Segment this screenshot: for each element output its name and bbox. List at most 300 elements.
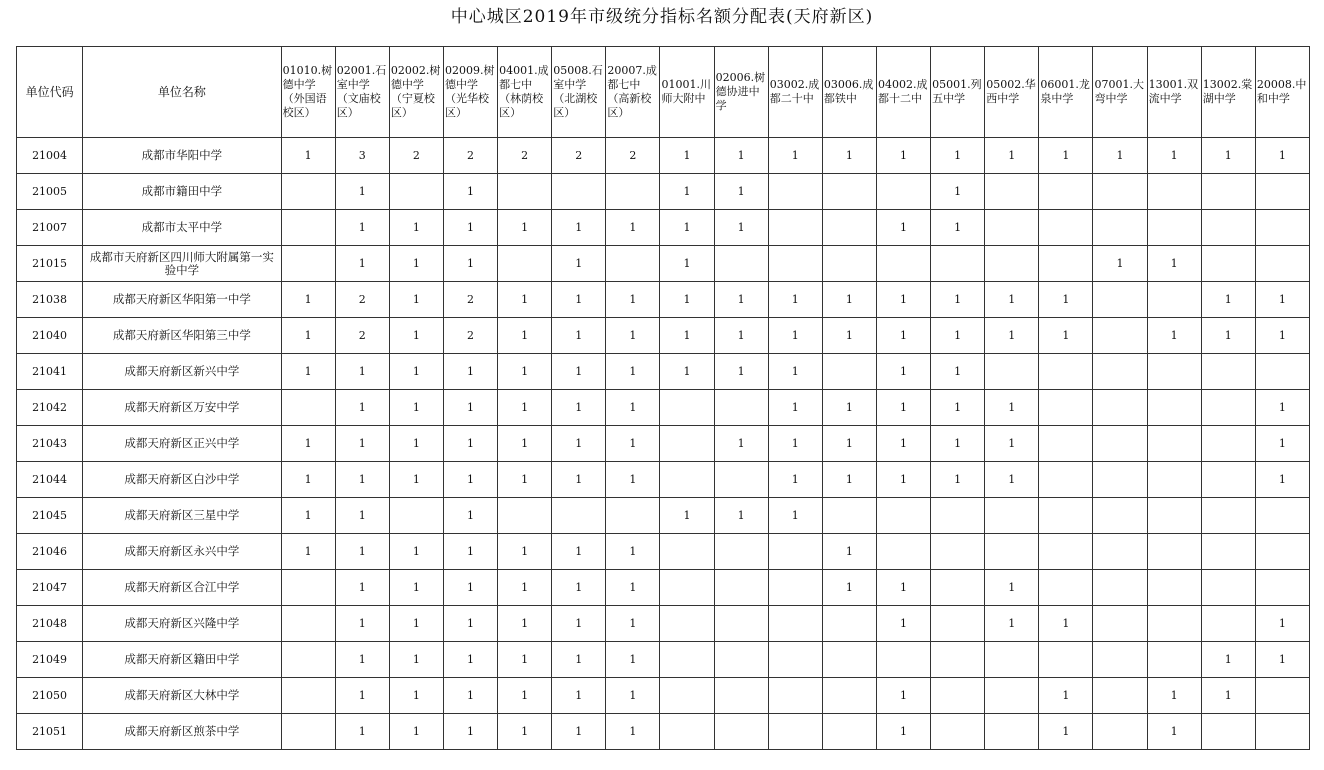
quota-cell xyxy=(985,534,1039,570)
unit-name-cell: 成都天府新区籍田中学 xyxy=(83,642,281,678)
allocation-table xyxy=(16,46,1310,750)
quota-cell: 1 xyxy=(443,210,497,246)
quota-cell: 1 xyxy=(768,390,822,426)
quota-cell: 1 xyxy=(389,390,443,426)
quota-cell xyxy=(985,354,1039,390)
quota-cell xyxy=(552,174,606,210)
unit-code-cell: 21051 xyxy=(17,714,83,750)
quota-cell: 3 xyxy=(335,138,389,174)
quota-cell: 1 xyxy=(1039,678,1093,714)
quota-cell xyxy=(1201,498,1255,534)
quota-cell: 1 xyxy=(335,462,389,498)
table-row xyxy=(17,390,1310,426)
quota-cell: 1 xyxy=(931,390,985,426)
quota-cell: 1 xyxy=(714,426,768,462)
quota-cell: 1 xyxy=(714,282,768,318)
quota-cell xyxy=(606,498,660,534)
quota-cell: 1 xyxy=(443,714,497,750)
quota-cell xyxy=(281,210,335,246)
quota-cell xyxy=(1201,354,1255,390)
quota-cell xyxy=(1093,210,1147,246)
quota-cell: 1 xyxy=(389,642,443,678)
quota-cell: 1 xyxy=(985,318,1039,354)
quota-cell: 1 xyxy=(660,246,714,282)
quota-cell: 1 xyxy=(985,426,1039,462)
quota-cell: 1 xyxy=(1201,318,1255,354)
quota-cell xyxy=(714,462,768,498)
quota-cell xyxy=(876,534,930,570)
table-row xyxy=(17,318,1310,354)
quota-cell xyxy=(1201,426,1255,462)
quota-cell: 1 xyxy=(714,210,768,246)
quota-cell: 1 xyxy=(1147,678,1201,714)
unit-code-cell: 21045 xyxy=(17,498,83,534)
quota-cell xyxy=(1201,246,1255,282)
unit-code-cell: 21047 xyxy=(17,570,83,606)
quota-cell xyxy=(1039,498,1093,534)
quota-cell xyxy=(768,246,822,282)
quota-cell: 1 xyxy=(606,678,660,714)
quota-cell: 1 xyxy=(335,174,389,210)
quota-cell: 1 xyxy=(281,498,335,534)
quota-cell: 1 xyxy=(498,570,552,606)
quota-cell xyxy=(1147,498,1201,534)
quota-cell xyxy=(714,390,768,426)
quota-cell: 1 xyxy=(335,426,389,462)
quota-cell xyxy=(1201,210,1255,246)
quota-cell xyxy=(1093,318,1147,354)
quota-cell xyxy=(931,642,985,678)
quota-cell xyxy=(714,534,768,570)
column-header-code: 单位代码 xyxy=(17,47,83,138)
quota-cell: 1 xyxy=(498,534,552,570)
column-header-school: 03002.成都二十中 xyxy=(768,47,822,138)
unit-code-cell: 21007 xyxy=(17,210,83,246)
quota-cell xyxy=(1093,534,1147,570)
quota-cell: 1 xyxy=(335,714,389,750)
quota-cell xyxy=(1093,570,1147,606)
quota-cell: 1 xyxy=(552,282,606,318)
quota-cell xyxy=(714,246,768,282)
quota-cell xyxy=(1039,462,1093,498)
quota-cell: 1 xyxy=(660,282,714,318)
quota-cell: 1 xyxy=(1255,282,1309,318)
quota-cell: 1 xyxy=(1255,426,1309,462)
quota-cell: 1 xyxy=(281,318,335,354)
quota-cell xyxy=(1255,246,1309,282)
quota-cell xyxy=(1093,606,1147,642)
quota-cell xyxy=(714,714,768,750)
quota-cell: 1 xyxy=(660,210,714,246)
quota-cell xyxy=(1147,390,1201,426)
quota-cell xyxy=(1201,570,1255,606)
quota-cell: 1 xyxy=(335,390,389,426)
table-row xyxy=(17,462,1310,498)
table-row xyxy=(17,354,1310,390)
quota-cell: 1 xyxy=(552,462,606,498)
unit-code-cell: 21044 xyxy=(17,462,83,498)
quota-cell: 1 xyxy=(498,714,552,750)
quota-cell: 1 xyxy=(389,714,443,750)
quota-cell: 1 xyxy=(768,462,822,498)
quota-cell: 1 xyxy=(1255,642,1309,678)
unit-name-cell: 成都天府新区三星中学 xyxy=(83,498,281,534)
unit-name-cell: 成都天府新区煎茶中学 xyxy=(83,714,281,750)
quota-cell: 1 xyxy=(552,534,606,570)
quota-cell: 1 xyxy=(443,390,497,426)
column-header-school: 20007.成都七中（高新校区） xyxy=(606,47,660,138)
column-header-school: 04001.成都七中（林荫校区） xyxy=(498,47,552,138)
quota-cell: 2 xyxy=(335,282,389,318)
quota-cell: 1 xyxy=(1201,138,1255,174)
quota-cell: 1 xyxy=(606,714,660,750)
quota-cell xyxy=(822,678,876,714)
quota-cell xyxy=(931,678,985,714)
quota-cell: 1 xyxy=(335,534,389,570)
quota-cell: 1 xyxy=(876,210,930,246)
quota-cell xyxy=(660,462,714,498)
quota-cell: 1 xyxy=(606,390,660,426)
column-header-school: 04002.成都十二中 xyxy=(876,47,930,138)
quota-cell: 1 xyxy=(876,318,930,354)
unit-name-cell: 成都天府新区合江中学 xyxy=(83,570,281,606)
quota-cell: 1 xyxy=(985,282,1039,318)
quota-cell: 1 xyxy=(931,462,985,498)
quota-cell: 1 xyxy=(281,462,335,498)
quota-cell xyxy=(714,678,768,714)
quota-cell: 1 xyxy=(335,498,389,534)
quota-cell: 1 xyxy=(389,606,443,642)
quota-cell xyxy=(1039,174,1093,210)
quota-cell: 1 xyxy=(335,246,389,282)
quota-cell: 1 xyxy=(498,642,552,678)
quota-cell: 2 xyxy=(498,138,552,174)
quota-cell xyxy=(876,174,930,210)
quota-cell xyxy=(1039,354,1093,390)
unit-name-cell: 成都天府新区大林中学 xyxy=(83,678,281,714)
unit-name-cell: 成都市太平中学 xyxy=(83,210,281,246)
quota-cell xyxy=(876,642,930,678)
quota-cell xyxy=(768,210,822,246)
quota-cell xyxy=(1201,534,1255,570)
quota-cell xyxy=(1039,210,1093,246)
quota-cell: 1 xyxy=(281,282,335,318)
quota-cell: 1 xyxy=(660,138,714,174)
quota-cell: 2 xyxy=(443,282,497,318)
quota-cell: 1 xyxy=(1201,678,1255,714)
quota-cell xyxy=(1201,714,1255,750)
quota-cell xyxy=(1255,210,1309,246)
quota-cell: 1 xyxy=(552,678,606,714)
column-header-school: 03006.成都铁中 xyxy=(822,47,876,138)
quota-cell: 1 xyxy=(498,678,552,714)
table-row xyxy=(17,138,1310,174)
quota-cell: 1 xyxy=(498,282,552,318)
column-header-school: 02001.石室中学（文庙校区） xyxy=(335,47,389,138)
quota-cell: 1 xyxy=(1147,714,1201,750)
quota-cell: 1 xyxy=(389,426,443,462)
quota-cell: 1 xyxy=(552,570,606,606)
quota-cell: 1 xyxy=(931,426,985,462)
quota-cell: 1 xyxy=(1093,138,1147,174)
column-header-school: 05001.列五中学 xyxy=(931,47,985,138)
quota-cell: 1 xyxy=(606,318,660,354)
quota-cell: 1 xyxy=(498,354,552,390)
quota-cell: 1 xyxy=(552,318,606,354)
quota-cell: 1 xyxy=(1147,246,1201,282)
quota-cell: 1 xyxy=(552,210,606,246)
quota-cell: 1 xyxy=(606,642,660,678)
quota-cell: 1 xyxy=(714,174,768,210)
quota-cell xyxy=(281,678,335,714)
quota-cell: 1 xyxy=(335,570,389,606)
table-header-row xyxy=(17,47,1310,138)
quota-cell xyxy=(1039,534,1093,570)
quota-cell: 1 xyxy=(443,174,497,210)
quota-cell xyxy=(1039,570,1093,606)
table-row xyxy=(17,678,1310,714)
quota-cell: 1 xyxy=(552,426,606,462)
quota-cell xyxy=(1147,174,1201,210)
quota-cell xyxy=(1147,606,1201,642)
quota-cell: 1 xyxy=(1147,138,1201,174)
quota-cell: 1 xyxy=(822,462,876,498)
quota-cell xyxy=(606,174,660,210)
page-title: 中心城区2019年市级统分指标名额分配表(天府新区) xyxy=(450,7,874,27)
quota-cell: 1 xyxy=(335,354,389,390)
quota-cell: 1 xyxy=(822,390,876,426)
quota-cell: 1 xyxy=(606,210,660,246)
quota-cell: 1 xyxy=(876,390,930,426)
quota-cell xyxy=(281,714,335,750)
table-row xyxy=(17,606,1310,642)
quota-cell xyxy=(714,642,768,678)
unit-code-cell: 21042 xyxy=(17,390,83,426)
quota-cell xyxy=(931,570,985,606)
quota-cell: 1 xyxy=(552,714,606,750)
quota-cell xyxy=(1255,498,1309,534)
quota-cell: 1 xyxy=(822,534,876,570)
quota-cell xyxy=(822,714,876,750)
quota-cell xyxy=(985,246,1039,282)
quota-cell: 1 xyxy=(1255,462,1309,498)
unit-code-cell: 21043 xyxy=(17,426,83,462)
quota-cell xyxy=(1093,282,1147,318)
quota-cell xyxy=(281,390,335,426)
quota-cell: 1 xyxy=(1039,606,1093,642)
table-row xyxy=(17,174,1310,210)
quota-cell xyxy=(1255,174,1309,210)
quota-cell: 1 xyxy=(552,354,606,390)
quota-cell: 1 xyxy=(1147,318,1201,354)
quota-cell: 1 xyxy=(714,354,768,390)
quota-cell xyxy=(660,714,714,750)
quota-cell xyxy=(768,714,822,750)
column-header-school: 13002.棠湖中学 xyxy=(1201,47,1255,138)
quota-cell: 1 xyxy=(443,498,497,534)
quota-cell: 1 xyxy=(1255,318,1309,354)
quota-cell: 1 xyxy=(876,678,930,714)
quota-cell: 1 xyxy=(552,390,606,426)
quota-cell xyxy=(822,174,876,210)
quota-cell: 1 xyxy=(876,282,930,318)
quota-cell: 1 xyxy=(281,534,335,570)
column-header-school: 20008.中和中学 xyxy=(1255,47,1309,138)
quota-cell: 1 xyxy=(876,426,930,462)
unit-name-cell: 成都天府新区正兴中学 xyxy=(83,426,281,462)
quota-cell: 1 xyxy=(389,210,443,246)
quota-cell: 1 xyxy=(1201,282,1255,318)
column-header-school: 01010.树德中学（外国语校区） xyxy=(281,47,335,138)
quota-cell xyxy=(931,714,985,750)
quota-cell xyxy=(1039,642,1093,678)
quota-cell xyxy=(1093,678,1147,714)
quota-cell xyxy=(985,210,1039,246)
quota-cell: 1 xyxy=(335,210,389,246)
quota-cell: 1 xyxy=(389,318,443,354)
quota-cell: 2 xyxy=(335,318,389,354)
unit-name-cell: 成都市天府新区四川师大附属第一实验中学 xyxy=(83,246,281,282)
quota-cell: 1 xyxy=(606,354,660,390)
quota-cell xyxy=(985,678,1039,714)
quota-cell: 1 xyxy=(389,534,443,570)
column-header-school: 07001.大弯中学 xyxy=(1093,47,1147,138)
quota-cell: 1 xyxy=(768,138,822,174)
quota-cell xyxy=(281,642,335,678)
table-row xyxy=(17,282,1310,318)
quota-cell xyxy=(660,606,714,642)
quota-cell: 2 xyxy=(443,138,497,174)
column-header-school: 05002.华西中学 xyxy=(985,47,1039,138)
unit-code-cell: 21038 xyxy=(17,282,83,318)
quota-cell: 1 xyxy=(768,318,822,354)
quota-cell xyxy=(660,678,714,714)
quota-cell xyxy=(1093,390,1147,426)
quota-cell: 1 xyxy=(985,138,1039,174)
quota-cell: 1 xyxy=(876,714,930,750)
unit-code-cell: 21005 xyxy=(17,174,83,210)
unit-name-cell: 成都市籍田中学 xyxy=(83,174,281,210)
quota-cell xyxy=(1255,534,1309,570)
quota-cell: 1 xyxy=(768,426,822,462)
unit-code-cell: 21015 xyxy=(17,246,83,282)
quota-cell xyxy=(1255,570,1309,606)
quota-cell: 1 xyxy=(660,498,714,534)
unit-code-cell: 21050 xyxy=(17,678,83,714)
quota-cell: 1 xyxy=(552,246,606,282)
quota-cell xyxy=(985,642,1039,678)
quota-cell: 1 xyxy=(443,426,497,462)
column-header-school: 05008.石室中学（北湖校区） xyxy=(552,47,606,138)
quota-cell xyxy=(985,498,1039,534)
quota-cell: 1 xyxy=(389,570,443,606)
quota-cell xyxy=(1255,714,1309,750)
column-header-school: 02006.树德协进中学 xyxy=(714,47,768,138)
quota-cell: 1 xyxy=(498,318,552,354)
quota-cell: 1 xyxy=(443,642,497,678)
quota-cell: 1 xyxy=(985,390,1039,426)
quota-cell xyxy=(931,606,985,642)
quota-cell xyxy=(822,210,876,246)
quota-cell: 1 xyxy=(281,354,335,390)
unit-name-cell: 成都天府新区万安中学 xyxy=(83,390,281,426)
quota-cell xyxy=(768,642,822,678)
quota-cell xyxy=(498,174,552,210)
quota-cell xyxy=(931,534,985,570)
quota-cell: 1 xyxy=(768,282,822,318)
quota-cell xyxy=(606,246,660,282)
quota-cell xyxy=(281,570,335,606)
quota-cell: 1 xyxy=(389,354,443,390)
quota-cell: 1 xyxy=(389,678,443,714)
quota-cell xyxy=(498,246,552,282)
quota-cell: 1 xyxy=(931,138,985,174)
quota-cell: 1 xyxy=(714,318,768,354)
quota-cell xyxy=(985,714,1039,750)
quota-cell: 1 xyxy=(768,498,822,534)
table-row xyxy=(17,498,1310,534)
quota-cell xyxy=(1039,246,1093,282)
quota-cell xyxy=(389,498,443,534)
table-row xyxy=(17,534,1310,570)
quota-cell xyxy=(1093,642,1147,678)
quota-cell xyxy=(876,246,930,282)
quota-cell: 1 xyxy=(876,462,930,498)
unit-name-cell: 成都天府新区永兴中学 xyxy=(83,534,281,570)
quota-cell xyxy=(1093,426,1147,462)
quota-cell: 1 xyxy=(606,606,660,642)
quota-cell: 1 xyxy=(281,426,335,462)
quota-cell: 1 xyxy=(822,570,876,606)
quota-cell: 1 xyxy=(1201,642,1255,678)
quota-cell xyxy=(1147,570,1201,606)
quota-cell: 1 xyxy=(931,174,985,210)
quota-cell: 1 xyxy=(606,534,660,570)
table-row xyxy=(17,714,1310,750)
quota-cell: 1 xyxy=(660,318,714,354)
table-row xyxy=(17,246,1310,282)
quota-cell xyxy=(660,426,714,462)
quota-cell xyxy=(552,498,606,534)
column-header-name: 单位名称 xyxy=(83,47,281,138)
quota-cell xyxy=(768,606,822,642)
quota-cell: 1 xyxy=(931,318,985,354)
quota-cell: 1 xyxy=(714,498,768,534)
quota-cell xyxy=(768,678,822,714)
quota-cell: 2 xyxy=(389,138,443,174)
quota-cell xyxy=(1093,174,1147,210)
quota-cell: 2 xyxy=(552,138,606,174)
quota-cell xyxy=(281,246,335,282)
quota-cell: 1 xyxy=(498,390,552,426)
quota-cell xyxy=(1201,390,1255,426)
quota-cell: 1 xyxy=(1039,714,1093,750)
quota-cell: 1 xyxy=(660,354,714,390)
column-header-school: 01001.川师大附中 xyxy=(660,47,714,138)
unit-code-cell: 21046 xyxy=(17,534,83,570)
quota-cell: 1 xyxy=(822,282,876,318)
table-row xyxy=(17,426,1310,462)
quota-cell xyxy=(931,498,985,534)
quota-cell xyxy=(389,174,443,210)
quota-cell: 1 xyxy=(281,138,335,174)
unit-name-cell: 成都天府新区华阳第一中学 xyxy=(83,282,281,318)
quota-cell: 2 xyxy=(606,138,660,174)
quota-cell: 1 xyxy=(498,210,552,246)
quota-cell xyxy=(1147,642,1201,678)
quota-cell xyxy=(714,606,768,642)
table-body xyxy=(17,138,1310,750)
